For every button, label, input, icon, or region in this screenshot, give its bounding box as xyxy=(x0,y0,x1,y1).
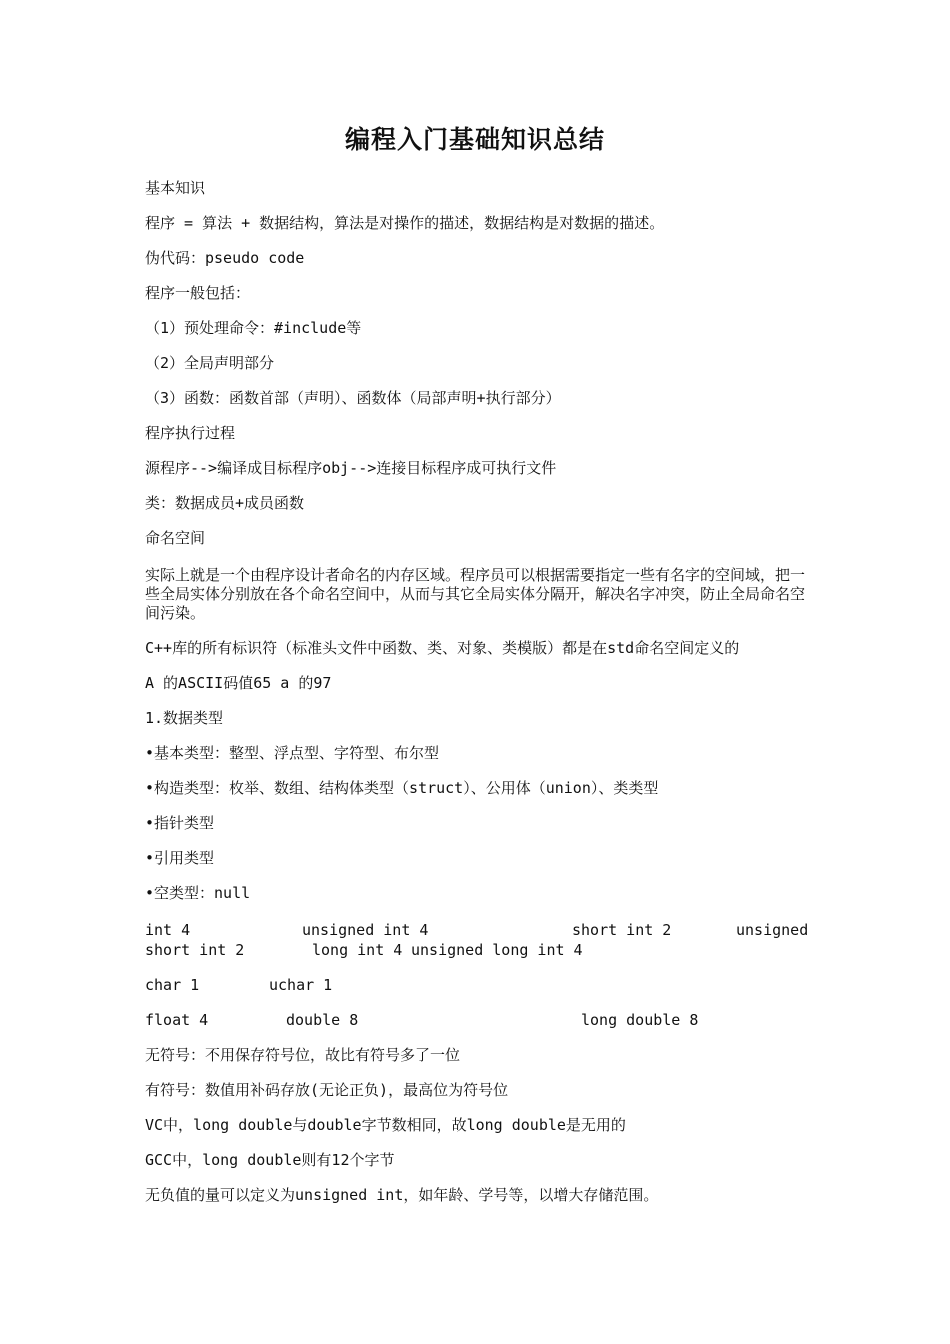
namespace-description: 实际上就是一个由程序设计者命名的内存区域。程序员可以根据需要指定一些有名字的空间域，把一些全局实体分别放在各个命名空间中，从而与其它全局实体分隔开，解决名字冲突，防止全局命名空间污染。 xyxy=(145,566,806,622)
execution-process-heading: 程序执行过程 xyxy=(145,424,236,442)
size-unsigned-long: unsigned long int 4 xyxy=(411,941,583,959)
class-definition: 类：数据成员+成员函数 xyxy=(145,494,305,512)
bullet-constructed-types: •构造类型：枚举、数组、结构体类型（struct）、公用体（union）、类类型 xyxy=(145,779,659,797)
bullet-reference-type: •引用类型 xyxy=(145,849,215,867)
vc-note: VC中，long double与double字节数相同，故long double是无用的 xyxy=(145,1116,626,1134)
program-definition: 程序 = 算法 + 数据结构，算法是对操作的描述，数据结构是对数据的描述。 xyxy=(145,214,665,232)
size-unsigned-word: unsigned xyxy=(736,921,809,939)
size-char: char 1 xyxy=(145,976,200,994)
unsigned-description: 无符号：不用保存符号位，故比有符号多了一位 xyxy=(145,1046,461,1064)
pseudo-code-line: 伪代码：pseudo code xyxy=(145,249,305,267)
size-long-double: long double 8 xyxy=(581,1011,699,1029)
data-types-heading: 1.数据类型 xyxy=(145,709,224,727)
source-flow-line: 源程序-->编译成目标程序obj-->连接目标程序成可执行文件 xyxy=(145,459,557,477)
size-unsigned-int: unsigned int 4 xyxy=(302,921,429,939)
program-includes-heading: 程序一般包括： xyxy=(145,284,251,302)
size-int: int 4 xyxy=(145,921,191,939)
bullet-basic-types: •基本类型：整型、浮点型、字符型、布尔型 xyxy=(145,744,440,762)
list-item-function: （3）函数：函数首部（声明）、函数体（局部声明+执行部分） xyxy=(145,389,561,407)
cpp-library-note: C++库的所有标识符（标准头文件中函数、类、对象、类模版）都是在std命名空间定义的 xyxy=(145,639,740,657)
unsigned-usage-note: 无负值的量可以定义为unsigned int，如年龄、学号等，以增大存储范围。 xyxy=(145,1186,659,1204)
ascii-note: A 的ASCII码值65 a 的97 xyxy=(145,674,332,692)
size-uchar: uchar 1 xyxy=(269,976,333,994)
bullet-void-type: •空类型：null xyxy=(145,884,251,902)
size-long-int: long int 4 xyxy=(312,941,403,959)
list-item-preprocess: （1）预处理命令：#include等 xyxy=(145,319,362,337)
page-title: 编程入门基础知识总结 xyxy=(344,125,605,154)
size-short-int: short int 2 xyxy=(572,921,672,939)
size-float: float 4 xyxy=(145,1011,209,1029)
size-double: double 8 xyxy=(286,1011,359,1029)
list-item-global-declaration: （2）全局声明部分 xyxy=(145,354,275,372)
heading-basic-knowledge: 基本知识 xyxy=(145,179,206,197)
signed-description: 有符号：数值用补码存放(无论正负)，最高位为符号位 xyxy=(145,1081,509,1099)
gcc-note: GCC中，long double则有12个字节 xyxy=(145,1151,395,1169)
namespace-heading: 命名空间 xyxy=(145,529,206,547)
bullet-pointer-type: •指针类型 xyxy=(145,814,215,832)
size-unsigned-short: short int 2 xyxy=(145,941,245,959)
